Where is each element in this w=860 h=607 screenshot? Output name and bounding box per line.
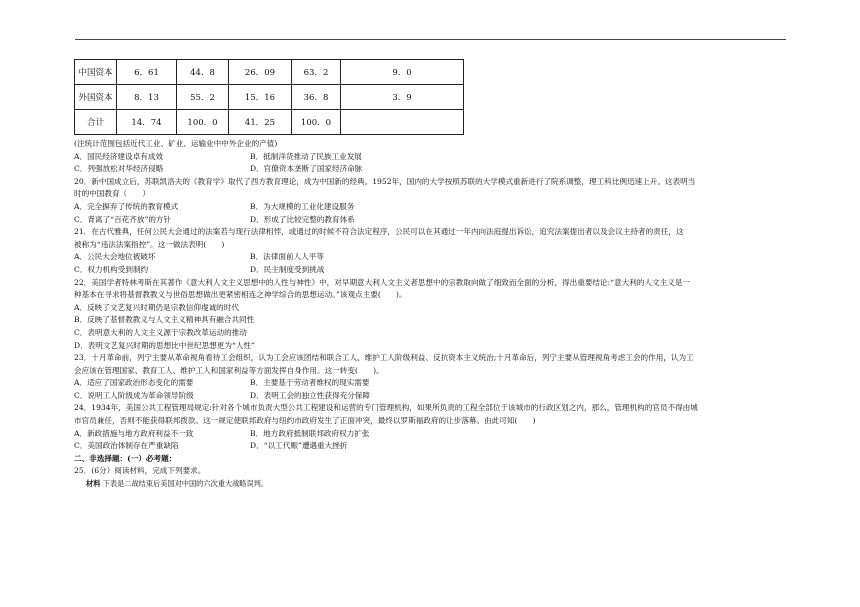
option-row	[74, 440, 788, 453]
option-c: C．权力机构受到制约	[74, 264, 149, 274]
table-cell: 8．13	[117, 85, 177, 110]
material-label: 材料	[86, 479, 101, 489]
table-cell: 6．61	[117, 60, 177, 85]
table-cell: 44．8	[177, 60, 229, 85]
option-a: A．适应了国家政治形态变化的需要	[74, 378, 194, 388]
option-row	[74, 377, 788, 390]
table-cell: 3．9	[341, 85, 464, 110]
table-cell: 36．8	[292, 85, 341, 110]
table-cell: 55．2	[177, 85, 229, 110]
question-stem: 21．在古代雅典，任何公民大会通过的法案若与现行法律相悖，或通过的时候不符合法定程序，公民可以在其通过一年内向法庭提出诉讼，追究法案提出者以及会议主持者的责任，这	[74, 227, 684, 237]
table-cell: 中国资本	[75, 60, 117, 85]
table-row	[75, 85, 464, 110]
table-note: (注统计范围包括近代工业、矿业、运输业中中外企业的产值)	[74, 139, 278, 148]
option-d: D．表明工会的独立性获得充分保障	[250, 390, 370, 400]
option-row	[74, 201, 788, 214]
option-b: B．反映了基督教教义与人文主义精神具有融合共同性	[74, 315, 255, 325]
table-cell: 14．74	[117, 110, 177, 135]
header-rule	[75, 39, 786, 40]
table-cell: 63．2	[292, 60, 341, 85]
table-cell: 100．0	[292, 110, 341, 135]
option-d: D．表明文艺复兴时期的思想比中世纪思想更为“人性”	[74, 340, 255, 350]
table-cell: 外国资本	[75, 85, 117, 110]
question-stem: 22．美国学者特林考斯在其著作《意大利人文主义思想中的人性与神性》中，对早期意大利人文主义者思想中的宗教取向做了细致而全面的分析，得出重要结论:“意大利的人文主义是一	[74, 277, 690, 287]
table-cell: 41．25	[229, 110, 292, 135]
question-stem: 24．1934年，美国公共工程管理局规定:针对各个城市负责大型公共工程建设和运营的专门管理机构，如果所负责的工程全部位于该城市的行政区划之内，那么，管理机构的官员不得由城	[74, 403, 698, 413]
option-c: C．背离了“百花齐放”的方针	[74, 214, 172, 224]
option-row	[74, 251, 788, 264]
question-stem: 种基本在寻求将基督教教义与世俗思想做出更紧密相连之神学综合的思想运动。”该观点主要( )。	[74, 290, 407, 300]
question-stem: 会应该在管理国家、教育工人、维护工人和国家利益等方面发挥自身作用。这一转变( )。	[74, 365, 384, 375]
section-heading: 二、非选择题：(一）必考题：	[74, 453, 177, 463]
option-a: A．反映了文艺复兴时期仍是宗教信仰虔诚的时代	[74, 302, 239, 312]
option-row	[74, 428, 788, 441]
option-row	[74, 163, 788, 176]
option-b: B．法律面前人人平等	[250, 252, 324, 262]
option-c: C．列强放松对华经济侵略	[74, 164, 164, 174]
material-text: 下表是二战结束后美国对中国的六次重大战略误判。	[102, 479, 269, 489]
option-d: D．民主制度受到挑战	[250, 264, 325, 274]
table-cell: 15．16	[229, 85, 292, 110]
question-stem: 23．十月革命前，列宁主要从革命视角看待工会组织，认为工会应该团结和联合工人、维护工人阶级利益、反抗资本主义统治;十月革命后，列宁主要从管理视角考虑工会的作用，认为工	[74, 353, 694, 363]
option-d: D．“以工代赈”遭遇重大挫折	[250, 441, 348, 451]
option-a: A．公民大会地位被破坏	[74, 252, 156, 262]
option-row	[74, 390, 788, 403]
option-a: A．完全摒弃了传统的教育模式	[74, 201, 179, 211]
question-body	[74, 138, 788, 491]
option-b: B．主要基于劳动者维权的现实需要	[250, 378, 370, 388]
option-b: B．为大规模的工业化建设服务	[250, 201, 355, 211]
table-cell	[341, 110, 464, 135]
option-d: D．官僚资本垄断了国家经济命脉	[250, 164, 363, 174]
table-cell: 26．09	[229, 60, 292, 85]
question-stem: 时的中国教育（ ）	[74, 189, 150, 199]
option-row	[74, 151, 788, 164]
option-b: B．抵制洋货推动了民族工业发展	[250, 151, 362, 161]
table-row	[75, 110, 464, 135]
material-line	[74, 478, 788, 491]
question-stem: 25．(6分）阅读材料，完成下列要求。	[74, 466, 206, 476]
question-stem: 市官员兼任，否则不能获得联邦拨款。这一规定使联邦政府与纽约市政府发生了正面冲突，最终以罗斯福政府的让步落幕。由此可知( )	[74, 416, 536, 426]
option-b: B．地方政府抵制联邦政府权力扩张	[250, 428, 370, 438]
table-cell: 合计	[75, 110, 117, 135]
option-a: A．国民经济建设卓有成效	[74, 151, 164, 161]
option-c: C．美国政治体制存在严重缺陷	[74, 441, 179, 451]
table-cell: 100．0	[177, 110, 229, 135]
option-c: C．表明意大利的人文主义源于宗教改革运动的推动	[74, 327, 247, 337]
table-cell: 9．0	[341, 60, 464, 85]
question-stem: 被称为“违法法案指控”。这一做法表明( )	[74, 239, 225, 249]
option-a: A．新政措施与地方政府利益不一致	[74, 428, 194, 438]
option-row	[74, 214, 788, 227]
table-row	[75, 60, 464, 85]
question-stem: 20．新中国成立后，苏联凯洛夫的《教育学》取代了西方教育理论，成为中国新的经典。1952年，国内的大学按照苏联的大学模式重新进行了院系调整，理工科比例迅速上升。这表明当	[74, 176, 696, 186]
option-c: C．说明工人阶级成为革命领导阶级	[74, 390, 194, 400]
option-d: D．形成了比较完整的教育体系	[250, 214, 355, 224]
option-row	[74, 264, 788, 277]
capital-table	[74, 59, 464, 135]
